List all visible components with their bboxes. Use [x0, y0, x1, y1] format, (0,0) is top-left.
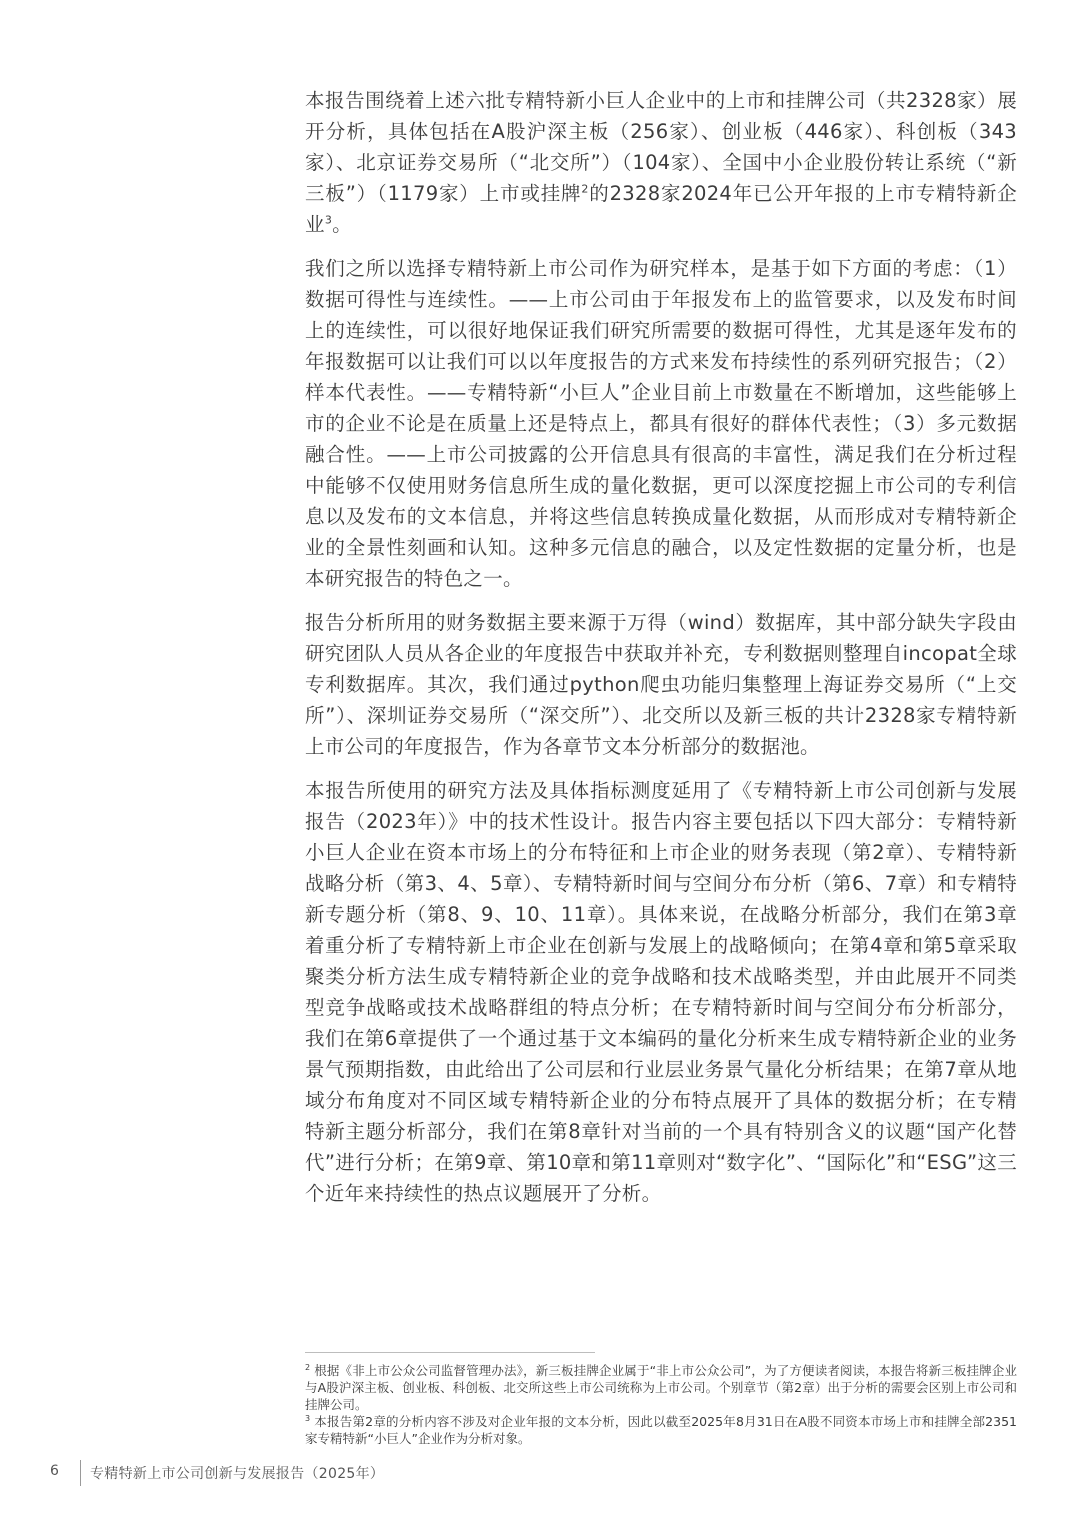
paragraph-3: 报告分析所用的财务数据主要来源于万得（wind）数据库，其中部分缺失字段由研究团队人员从各企业的年度报告中获取并补充，专利数据则整理自incopat全球专利数据库。其次，我们通过python爬虫功能归集整理上海证券交易所（“上交所”）、深圳证券交易所（“深交所”）、北交所以及新三板的共计2328家专精特新上市公司的年度报告，作为各章节文本分析部分的数据池。 [305, 611, 1017, 758]
footnotes [305, 1362, 1017, 1447]
footnote-2 [305, 1362, 1017, 1413]
footer-title: 专精特新上市公司创新与发展报告（2025年） [90, 1466, 385, 1482]
footnote-text: 本报告第2章的分析内容不涉及对企业年报的文本分析，因此以截至2025年8月31日在A股不同资本市场上市和挂牌全部2351家专精特新“小巨人”企业作为分析对象。 [305, 1414, 1017, 1446]
paragraph-4: 本报告所使用的研究方法及具体指标测度延用了《专精特新上市公司创新与发展报告（2023年）》中的技术性设计。报告内容主要包括以下四大部分：专精特新小巨人企业在资本市场上的分布特征和上市企业的财务表现（第2章）、专精特新战略分析（第3、4、5章）、专精特新时间与空间分布分析（第6、7章）和专精特新专题分析（第8、9、10、11章）。具体来说，在战略分析部分，我们在第3章着重分析了专精特新上市企业在创新与发展上的战略倾向；在第4章和第5章采取聚类分析方法生成专精特新企业的竞争战略和技术战略类型，并由此展开不同类型竞争战略或技术战略群组的特点分析；在专精特新时间与空间分布分析部分，我们在第6章提供了一个通过基于文本编码的量化分析来生成专精特新企业的业务景气预期指数，由此给出了公司层和行业层业务景气量化分析结果；在第7章从地域分布角度对不同区域专精特新企业的分布特点展开了具体的数据分析；在专精特新主题分析部分，我们在第8章针对当前的一个具有特别含义的议题“国产化替代”进行分析；在第9章、第10章和第11章则对“数字化”、“国际化”和“ESG”这三个近年来持续性的热点议题展开了分析。 [305, 779, 1017, 1205]
footnote-text: 根据《非上市公众公司监督管理办法》，新三板挂牌企业属于“非上市公众公司”，为了方便读者阅读，本报告将新三板挂牌企业与A股沪深主板、创业板、科创板、北交所这些上市公司统称为上市公司。个别章节（第2章）出于分析的需要会区别上市公司和挂牌公司。 [305, 1363, 1017, 1412]
paragraph-1-text: 本报告围绕着上述六批专精特新小巨人企业中的上市和挂牌公司（共2328家）展开分析，具体包括在A股沪深主板（256家）、创业板（446家）、科创板（343家）、北京证券交易所（“北交所”）（104家）、全国中小企业股份转让系统（“新三板”）（1179家）上市或挂牌 [305, 89, 1017, 205]
footnote-ref-2[interactable]: 2 [581, 182, 589, 196]
paragraph-2: 我们之所以选择专精特新上市公司作为研究样本，是基于如下方面的考虑：（1）数据可得性与连续性。——上市公司由于年报发布上的监管要求，以及发布时间上的连续性，可以很好地保证我们研究所需要的数据可得性，尤其是逐年发布的年报数据可以让我们可以以年度报告的方式来发布持续性的系列研究报告；（2）样本代表性。——专精特新“小巨人”企业目前上市数量在不断增加，这些能够上市的企业不论是在质量上还是特点上，都具有很好的群体代表性；（3）多元数据融合性。——上市公司披露的公开信息具有很高的丰富性，满足我们在分析过程中能够不仅使用财务信息所生成的量化数据，更可以深度挖掘上市公司的专利信息以及发布的文本信息，并将这些信息转换成量化数据，从而形成对专精特新企业的全景性刻画和认知。这种多元信息的融合，以及定性数据的定量分析，也是本研究报告的特色之一。 [305, 257, 1017, 590]
page-number: 6 [50, 1463, 59, 1479]
footnote-divider [305, 1352, 595, 1353]
footnote-3 [305, 1413, 1017, 1447]
footnote-mark: 3 [305, 1413, 311, 1423]
footer-divider [80, 1460, 81, 1486]
paragraph-1 [305, 85, 1017, 240]
paragraph-1-text-cont: 的2328家2024年已公开年报的上市专精特新企业 [305, 182, 1017, 236]
page-footer [0, 1460, 1080, 1486]
paragraph-1-text-end: 。 [332, 213, 352, 236]
footnote-mark: 2 [305, 1362, 311, 1372]
footnote-ref-3[interactable]: 3 [324, 213, 333, 227]
body-text [305, 85, 1017, 1222]
